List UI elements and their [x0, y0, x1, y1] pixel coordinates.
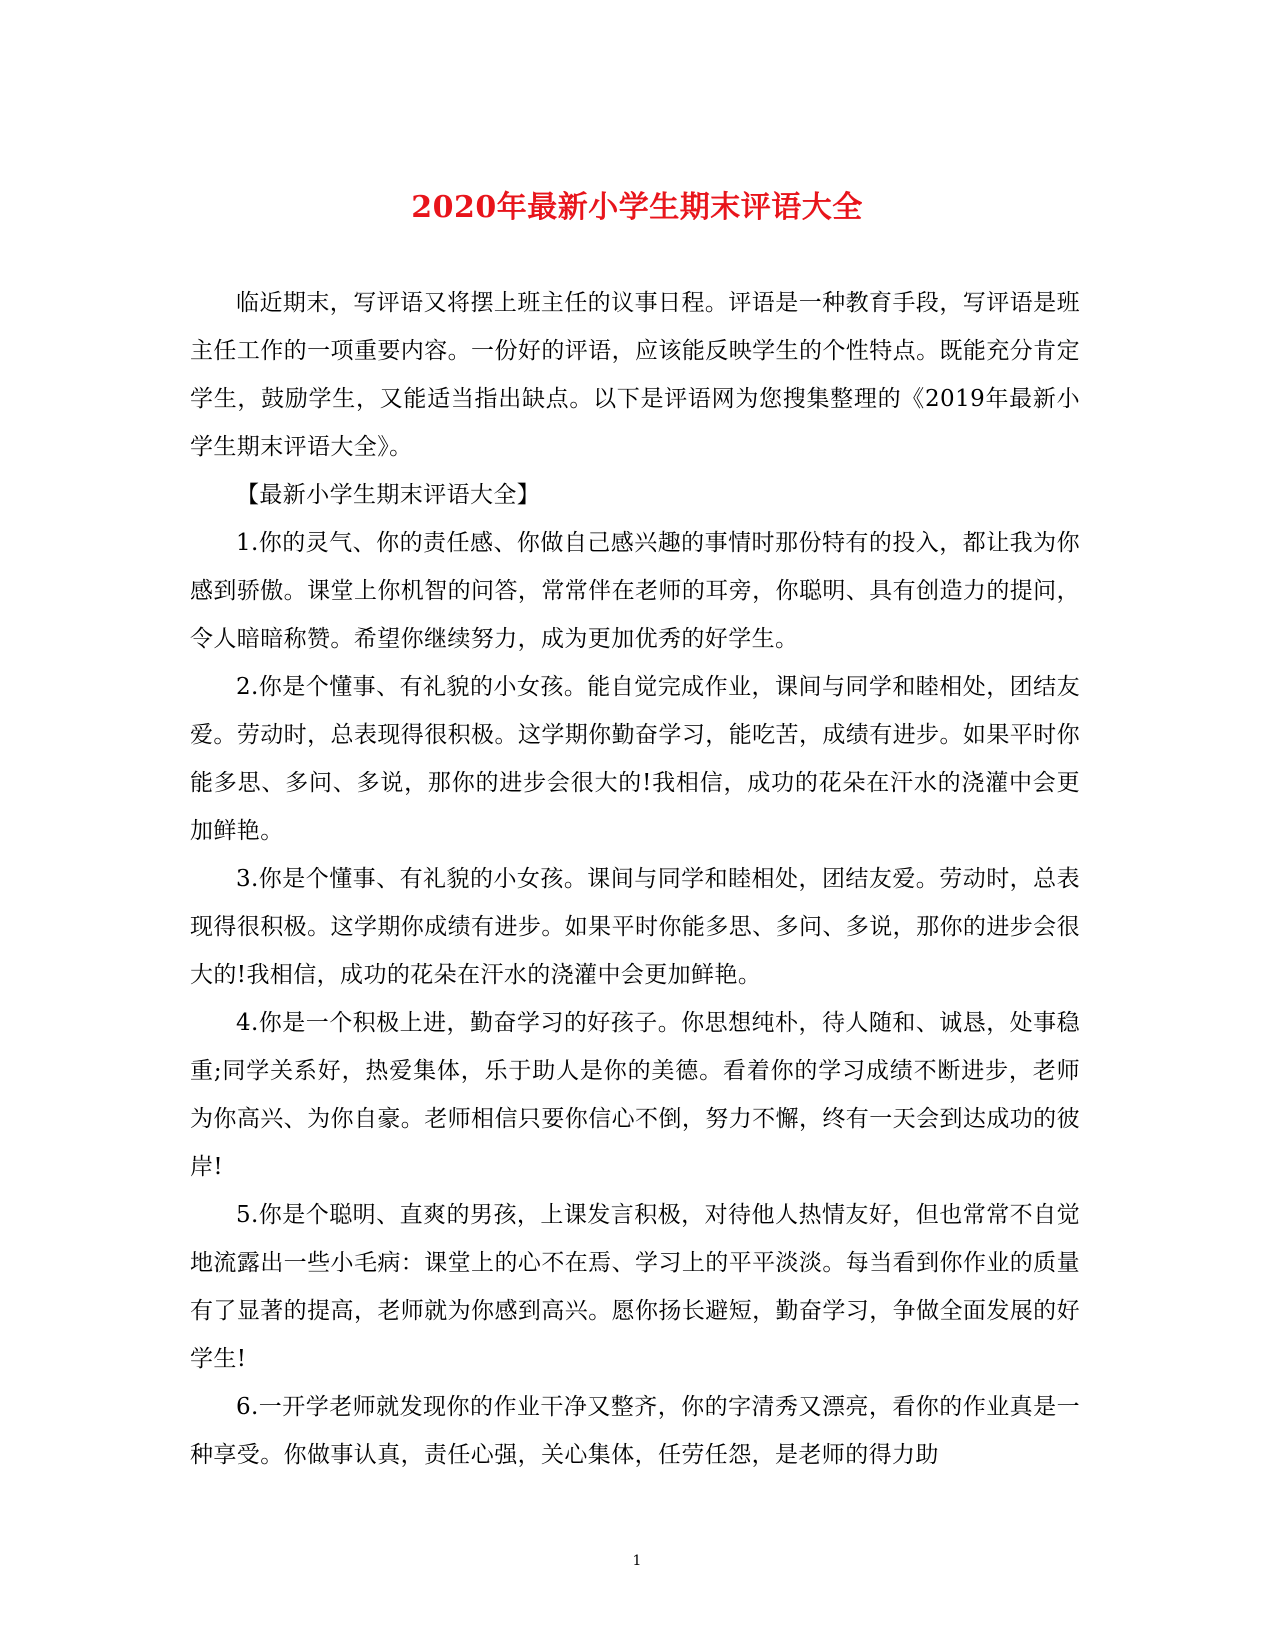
document-title: 2020年最新小学生期末评语大全	[411, 190, 863, 226]
comment-item-6: 6.一开学老师就发现你的作业干净又整齐，你的字清秀又漂亮，看你的作业真是一种享受。你做事认真，责任心强，关心集体，任劳任怨，是老师的得力助	[190, 1394, 1080, 1468]
page-number: 1	[632, 1553, 642, 1569]
comment-item-3: 3.你是个懂事、有礼貌的小女孩。课间与同学和睦相处，团结友爱。劳动时，总表现得很积极。这学期你成绩有进步。如果平时你能多思、多问、多说，那你的进步会很大的!我相信，成功的花朵在汗水的浇灌中会更加鲜艳。	[190, 866, 1080, 988]
document-body	[190, 279, 1080, 1479]
comment-item-5: 5.你是个聪明、直爽的男孩，上课发言积极，对待他人热情友好，但也常常不自觉地流露出一些小毛病：课堂上的心不在焉、学习上的平平淡淡。每当看到你作业的质量有了显著的提高，老师就为你感到高兴。愿你扬长避短，勤奋学习，争做全面发展的好学生!	[190, 1202, 1080, 1372]
comment-item-4: 4.你是一个积极上进，勤奋学习的好孩子。你思想纯朴，待人随和、诚恳，处事稳重;同学关系好，热爱集体，乐于助人是你的美德。看着你的学习成绩不断进步，老师为你高兴、为你自豪。老师相信只要你信心不倒，努力不懈，终有一天会到达成功的彼岸!	[190, 1010, 1080, 1180]
paragraph-intro: 临近期末，写评语又将摆上班主任的议事日程。评语是一种教育手段，写评语是班主任工作的一项重要内容。一份好的评语，应该能反映学生的个性特点。既能充分肯定学生，鼓励学生，又能适当指出缺点。以下是评语网为您搜集整理的《2019年最新小学生期末评语大全》。	[190, 290, 1080, 460]
section-heading: 【最新小学生期末评语大全】	[236, 482, 541, 508]
comment-item-2: 2.你是个懂事、有礼貌的小女孩。能自觉完成作业，课间与同学和睦相处，团结友爱。劳动时，总表现得很积极。这学期你勤奋学习，能吃苦，成绩有进步。如果平时你能多思、多问、多说，那你的进步会很大的!我相信，成功的花朵在汗水的浇灌中会更加鲜艳。	[190, 674, 1080, 844]
comment-item-1: 1.你的灵气、你的责任感、你做自己感兴趣的事情时那份特有的投入，都让我为你感到骄傲。课堂上你机智的问答，常常伴在老师的耳旁，你聪明、具有创造力的提问，令人暗暗称赞。希望你继续努力，成为更加优秀的好学生。	[190, 530, 1080, 652]
